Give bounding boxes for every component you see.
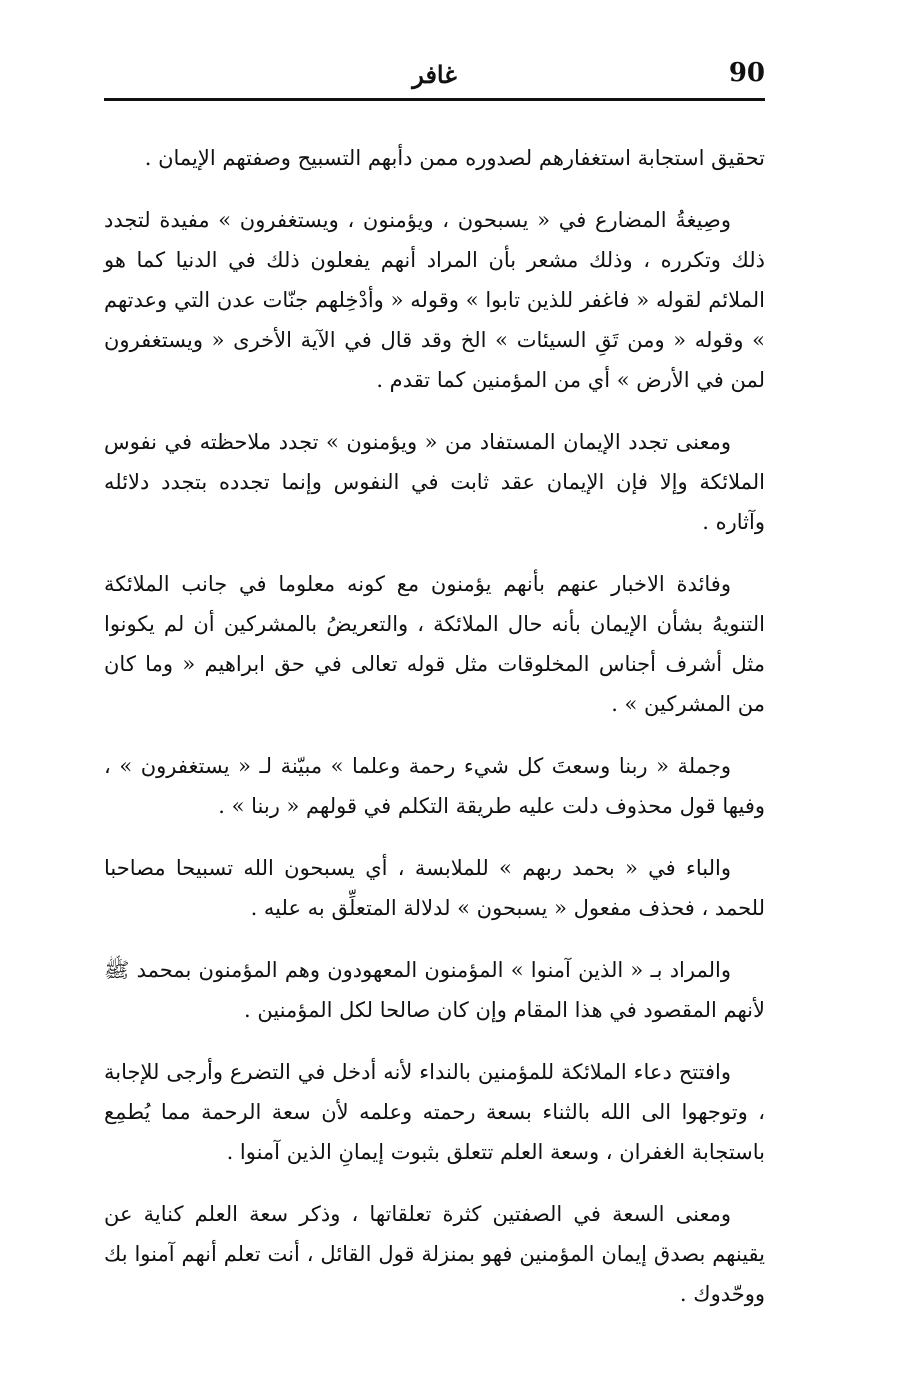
paragraph: والباء في « بحمد ربهم » للملابسة ، أي يسبحون الله تسبيحا مصاحبا للحمد ، فحذف مفعول « يسبحون » لدلالة المتعلِّق به عليه . xyxy=(104,856,765,920)
paragraph: ومعنى السعة في الصفتين كثرة تعلقاتها ، وذكر سعة العلم كناية عن يقينهم بصدق إيمان المؤمنين فهو بمنزلة قول القائل ، أنت تعلم أنهم آمنوا بك ووحّدوك . xyxy=(104,1202,765,1306)
header-rule xyxy=(104,98,765,101)
paragraph: ومعنى تجدد الإيمان المستفاد من « ويؤمنون » تجدد ملاحظته في نفوس الملائكة وإلا فإن الإيمان عقد ثابت في النفوس وإنما تجدده بتجدد دلائله وآثاره . xyxy=(104,430,765,534)
paragraph: وجملة « ربنا وسعتَ كل شيء رحمة وعلما » مبيّنة لـ « يستغفرون » ، وفيها قول محذوف دلت عليه طريقة التكلم في قولهم « ربنا » . xyxy=(104,754,765,818)
paragraph: وافتتح دعاء الملائكة للمؤمنين بالنداء لأنه أدخل في التضرع وأرجى للإجابة ، وتوجهوا الى الله بالثناء بسعة رحمته وعلمه لأن سعة الرحمة مما يُطمِع باستجابة الغفران ، وسعة العلم تتعلق بثبوت إيمانِ الذين آمنوا . xyxy=(104,1060,765,1164)
page-header xyxy=(104,58,765,98)
paragraph: والمراد بـ « الذين آمنوا » المؤمنون المعهودون وهم المؤمنون بمحمد ﷺ لأنهم المقصود في هذا المقام وإن كان صالحا لكل المؤمنين . xyxy=(104,958,765,1022)
running-title: غافر xyxy=(412,60,457,89)
paragraph: وفائدة الاخبار عنهم بأنهم يؤمنون مع كونه معلوما في جانب الملائكة التنويهُ بشأن الإيمان بأنه حال الملائكة ، والتعريضُ بالمشركين أن لم يكونوا مثل أشرف أجناس المخلوقات مثل قوله تعالى في حق ابراهيم « وما كان من المشركين » . xyxy=(104,572,765,716)
paragraph: تحقيق استجابة استغفارهم لصدوره ممن دأبهم التسبيح وصفتهم الإيمان . xyxy=(144,146,765,170)
paragraph: وصِيغةُ المضارع في « يسبحون ، ويؤمنون ، ويستغفرون » مفيدة لتجدد ذلك وتكرره ، وذلك مشعر بأن المراد أنهم يفعلون ذلك في الدنيا كما هو الملائم لقوله « فاغفر للذين تابوا » وقوله « وأدْخِلهم جنّات عدن التي وعدتهم » وقوله « ومن تَقِ السيئات » الخ وقد قال في الآية الأخرى « ويستغفرون لمن في الأرض » أي من المؤمنين كما تقدم . xyxy=(104,208,765,392)
body-text xyxy=(104,138,765,1336)
page-number: 90 xyxy=(728,58,765,88)
